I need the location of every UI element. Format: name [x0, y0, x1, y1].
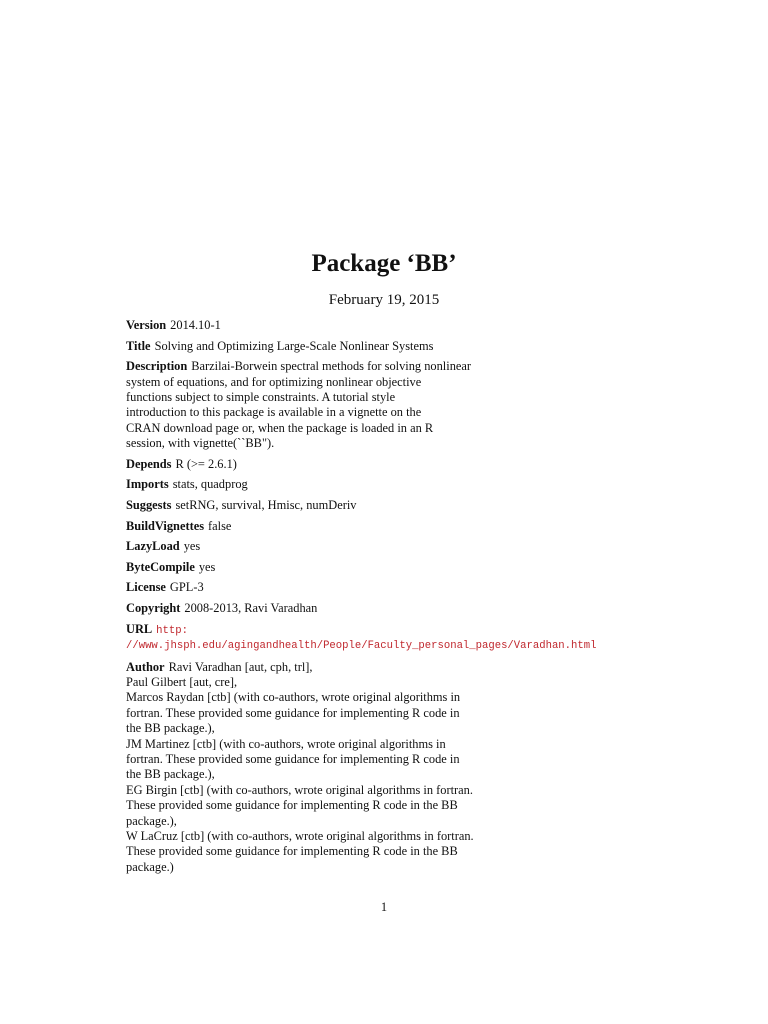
field-value-line: fortran. These provided some guidance for implementing R code in — [126, 705, 460, 720]
field-value: yes — [198, 559, 216, 574]
field-label: Depends — [126, 456, 172, 471]
url-link-continued[interactable]: //www.jhsph.edu/agingandhealth/People/Faculty_personal_pages/Varadhan.html — [126, 639, 597, 652]
field-value: 2014.10-1 — [170, 318, 221, 332]
field-version — [126, 318, 646, 333]
field-license — [126, 580, 646, 595]
field-value: yes — [183, 539, 201, 554]
field-value-line: fortran. These provided some guidance for implementing R code in — [126, 752, 460, 766]
field-value-line: These provided some guidance for implementing R code in the BB — [126, 844, 458, 859]
page-number: 1 — [380, 900, 388, 914]
field-value-line: Marcos Raydan [ctb] (with co-authors, wrote original algorithms in — [126, 690, 461, 705]
field-value: stats, quadprog — [172, 477, 248, 492]
field-author — [126, 660, 646, 876]
url-link[interactable]: http: — [156, 624, 188, 637]
field-label: Title — [126, 338, 151, 353]
field-url — [126, 622, 646, 655]
field-title — [126, 339, 646, 354]
field-label: Imports — [126, 477, 169, 492]
page-title: Package ‘BB’ — [311, 250, 457, 277]
field-depends — [126, 457, 646, 472]
field-byte-compile — [126, 560, 646, 575]
field-label: BuildVignettes — [126, 518, 205, 533]
field-label: LazyLoad — [126, 539, 180, 554]
field-label: License — [126, 580, 166, 595]
field-value: R (>= 2.6.1) — [175, 456, 237, 471]
field-value: false — [208, 518, 232, 533]
field-value-line: introduction to this package is available in a vignette on the — [126, 405, 422, 420]
field-lazy-load — [126, 539, 646, 554]
field-label: ByteCompile — [126, 559, 195, 574]
field-imports — [126, 477, 646, 492]
description-fields — [126, 318, 646, 880]
field-value-line: These provided some guidance for implementing R code in the BB — [126, 798, 458, 813]
document-date: February 19, 2015 — [328, 292, 440, 308]
field-value-line: session, with vignette(``BB"). — [126, 436, 275, 451]
field-value: GPL-3 — [169, 580, 204, 595]
field-value: setRNG, survival, Hmisc, numDeriv — [175, 498, 357, 512]
field-value-line: CRAN download page or, when the package is loaded in an R — [126, 420, 434, 435]
field-copyright — [126, 601, 646, 616]
field-value-line: functions subject to simple constraints. A tutorial style — [126, 390, 396, 404]
field-value-line: Ravi Varadhan [aut, cph, trl], — [168, 659, 313, 674]
field-label: Copyright — [126, 600, 181, 615]
field-value-line: W LaCruz [ctb] (with co-authors, wrote original algorithms in fortran. — [126, 829, 474, 844]
field-value-line: EG Birgin [ctb] (with co-authors, wrote original algorithms in fortran. — [126, 782, 473, 797]
field-value-line: Barzilai-Borwein spectral methods for solving nonlinear — [191, 359, 472, 374]
field-label: URL — [126, 621, 153, 636]
field-label: Version — [126, 318, 167, 332]
field-label: Author — [126, 659, 165, 674]
field-value-line: JM Martinez [ctb] (with co-authors, wrote original algorithms in — [126, 736, 446, 751]
field-value: 2008-2013, Ravi Varadhan — [184, 600, 318, 615]
field-label: Suggests — [126, 498, 172, 512]
field-description — [126, 359, 646, 451]
field-value-line: package.), — [126, 813, 177, 828]
field-value-line: system of equations, and for optimizing nonlinear objective — [126, 374, 422, 389]
field-label: Description — [126, 359, 188, 374]
field-value-line: Paul Gilbert [aut, cre], — [126, 674, 238, 689]
field-value-line: package.) — [126, 859, 174, 874]
field-build-vignettes — [126, 519, 646, 534]
field-value: Solving and Optimizing Large-Scale Nonlinear Systems — [154, 338, 434, 353]
field-suggests — [126, 498, 646, 513]
field-value-line: the BB package.), — [126, 767, 215, 782]
field-value-line: the BB package.), — [126, 721, 215, 736]
